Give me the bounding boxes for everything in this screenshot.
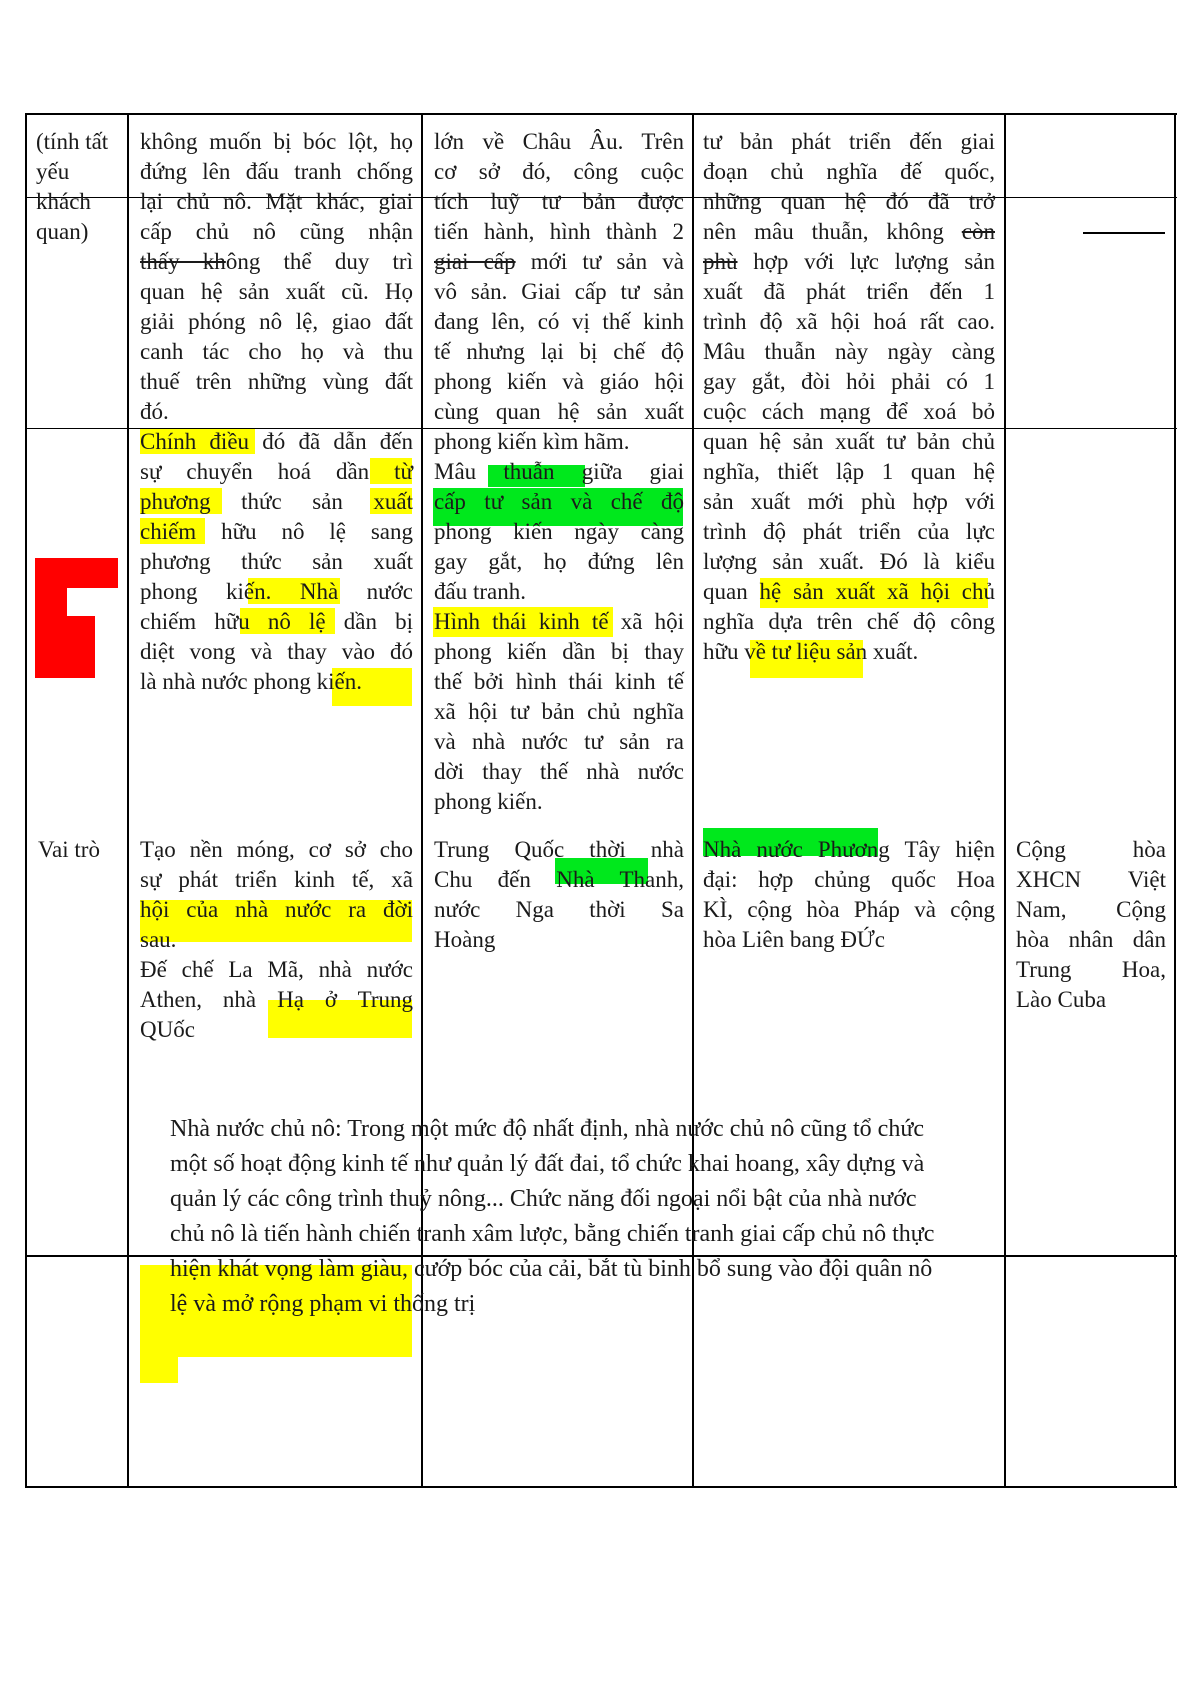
col2-line: hội của nhà nước ra đời — [140, 897, 413, 922]
col3-line: phong kiến dần bị thay — [434, 639, 684, 664]
col4-line: sản xuất mới phù hợp với — [703, 489, 995, 514]
highlight — [140, 1355, 178, 1383]
col3-line: Chu đến Nhà Thanh, — [434, 867, 684, 892]
col5-line: Cộng hòa — [1016, 837, 1166, 862]
col4-line: xuất đã phát triển đến 1 — [703, 279, 995, 304]
col3-line: phong kiến ngày càng — [434, 519, 684, 544]
col2-line: canh tác cho họ và thu — [140, 339, 413, 364]
col2-line: quan hệ sản xuất cũ. Họ — [140, 279, 413, 304]
col2-line: Đế chế La Mã, nhà nước — [140, 957, 413, 982]
col4-text-b — [703, 835, 995, 955]
col4-line: nghĩa, thiết lập 1 quan hệ — [703, 459, 995, 484]
role-label — [38, 835, 124, 865]
col5-line: XHCN Việt — [1016, 867, 1166, 892]
col3-line: cùng quan hệ sản xuất — [434, 399, 684, 424]
col4-line: quan hệ sản xuất xã hội chủ — [703, 579, 995, 604]
col3-line: phong kiến. — [434, 789, 543, 814]
paragraph-line: hiện khát vọng làm giàu, cướp bóc của cải, bắt tù binh bổ sung vào đội quân nô — [170, 1256, 933, 1282]
col2-line: sự phát triển kinh tế, xã — [140, 867, 413, 892]
col2-line: thuế trên những vùng đất — [140, 369, 413, 394]
col2-line: phương thức sản xuất — [140, 549, 413, 574]
col3-line: đang lên, có vị thế kinh — [434, 309, 684, 334]
paragraph-line: quản lý các công trình thuỷ nông... Chức năng đối ngoại nổi bật của nhà nước — [170, 1186, 917, 1212]
col3-line: cấp tư sản và chế độ — [434, 489, 684, 514]
col4-line: lượng sản xuất. Đó là kiểu — [703, 549, 995, 574]
col4-text-a — [703, 127, 995, 667]
col3-line: phong kiến kìm hãm. — [434, 429, 630, 454]
col2-line: đó. — [140, 399, 169, 424]
col1-line: quan) — [36, 219, 89, 244]
col4-line: hữu về tư liệu sản xuất. — [703, 639, 919, 664]
col3-line: Trung Quốc thời nhà — [434, 837, 684, 862]
col3-line: phong kiến và giáo hội — [434, 369, 684, 394]
col5-line: Nam, Cộng — [1016, 897, 1166, 922]
col1-line: khách — [36, 189, 91, 214]
paragraph-line: lệ và mở rộng phạm vi thống trị — [170, 1291, 476, 1317]
col4-line: nghĩa dựa trên chế độ công — [703, 609, 995, 634]
col3-line: thế bởi hình thái kinh tế — [434, 669, 684, 694]
col5-line: Lào Cuba — [1016, 987, 1107, 1012]
col2-line: không muốn bị bóc lột, họ — [140, 129, 413, 154]
col4-line: những quan hệ đó đã trở — [703, 189, 995, 214]
col2-line: QUốc — [140, 1017, 195, 1042]
role-label-text: Vai trò — [38, 837, 100, 862]
col4-line: KÌ, cộng hòa Pháp và cộng — [703, 897, 995, 922]
col3-line: xã hội tư bản chủ nghĩa — [434, 699, 684, 724]
dash-mark — [1083, 232, 1165, 234]
col5-line: hòa nhân dân — [1016, 927, 1166, 952]
col4-line: nên mâu thuẫn, không còn — [703, 219, 995, 244]
col4-line: cuộc cách mạng để xoá bỏ — [703, 399, 995, 424]
col3-line: vô sản. Giai cấp tư sản — [434, 279, 684, 304]
col2-line: là nhà nước phong kiến. — [140, 669, 362, 694]
col4-line: hòa Liên bang ĐỨc — [703, 927, 885, 952]
col4-line: trình độ phát triển của lực — [703, 519, 995, 544]
col4-line: tư bản phát triển đến giai — [703, 129, 995, 154]
col4-line: quan hệ sản xuất tư bản chủ — [703, 429, 995, 454]
col4-line: đoạn chủ nghĩa đế quốc, — [703, 159, 995, 184]
col3-line: tích luỹ tư bản được — [434, 189, 684, 214]
col2-line: chiếm hữu nô lệ sang — [140, 519, 413, 544]
col3-line-strike: giai cấp mới tư sản và — [434, 249, 684, 274]
col2-line: Athen, nhà Hạ ở Trung — [140, 987, 413, 1012]
col4-line: Mâu thuẫn này ngày càng — [703, 339, 995, 364]
col2-text-b — [140, 835, 413, 1045]
col2-line: sau. — [140, 927, 177, 952]
col2-line: phong kiến. Nhà nước — [140, 579, 413, 604]
col2-line: đứng lên đấu tranh chống — [140, 159, 413, 184]
col2-line: phương thức sản xuất — [140, 489, 413, 514]
col3-line: dời thay thế nhà nước — [434, 759, 684, 784]
col2-text-a — [140, 127, 413, 697]
col3-line: tế nhưng lại bị chế độ — [434, 339, 684, 364]
col3-line: và nhà nước tư sản ra — [434, 729, 684, 754]
overlay-paragraph — [170, 1112, 1050, 1322]
col2-line: Tạo nền móng, cơ sở cho — [140, 837, 413, 862]
col1-line: yếu — [36, 159, 70, 184]
col3-text-b — [434, 835, 684, 955]
col2-line: Chính điều đó đã dẫn đến — [140, 429, 413, 454]
col4-line: gay gắt, đòi hỏi phải có 1 — [703, 369, 995, 394]
col2-line: lại chủ nô. Mặt khác, giai — [140, 189, 413, 214]
col1-header — [36, 127, 122, 247]
col2-line: cấp chủ nô cũng nhận — [140, 219, 413, 244]
col1-line: (tính tất — [36, 129, 109, 154]
col5-text-b — [1016, 835, 1166, 1015]
col3-line: lớn về Châu Âu. Trên — [434, 129, 684, 154]
col3-line: gay gắt, họ đứng lên — [434, 549, 684, 574]
col3-text-a — [434, 127, 684, 817]
col3-line: Hình thái kinh tế xã hội — [434, 609, 684, 634]
paragraph-line: một số hoạt động kinh tế như quản lý đất đai, tổ chức khai hoang, xây dựng và — [170, 1151, 925, 1177]
col4-line: đại: hợp chủng quốc Hoa — [703, 867, 995, 892]
col2-line: chiếm hữu nô lệ dần bị — [140, 609, 413, 634]
col3-line: Hoàng — [434, 927, 496, 952]
col3-line: cơ sở đó, công cuộc — [434, 159, 684, 184]
col2-line-strike: thấy không thể duy trì — [140, 249, 413, 274]
col2-line: sự chuyển hoá dần từ — [140, 459, 413, 484]
col3-line: đấu tranh. — [434, 579, 526, 604]
paragraph-line: chủ nô là tiến hành chiến tranh xâm lược, bằng chiến tranh giai cấp chủ nô thực — [170, 1221, 935, 1247]
col4-line: Nhà nước Phương Tây hiện — [703, 837, 995, 862]
paragraph-line: Nhà nước chủ nô: Trong một mức độ nhất định, nhà nước chủ nô cũng tổ chức — [170, 1116, 924, 1142]
col5-line: Trung Hoa, — [1016, 957, 1166, 982]
col2-line: giải phóng nô lệ, giao đất — [140, 309, 413, 334]
col2-line: diệt vong và thay vào đó — [140, 639, 413, 664]
col4-line: trình độ xã hội hoá rất cao. — [703, 309, 995, 334]
col4-line: phù hợp với lực lượng sản — [703, 249, 995, 274]
col3-line: nước Nga thời Sa — [434, 897, 684, 922]
col3-line: tiến hành, hình thành 2 — [434, 219, 684, 244]
col3-line: Mâu thuẫn giữa giai — [434, 459, 684, 484]
